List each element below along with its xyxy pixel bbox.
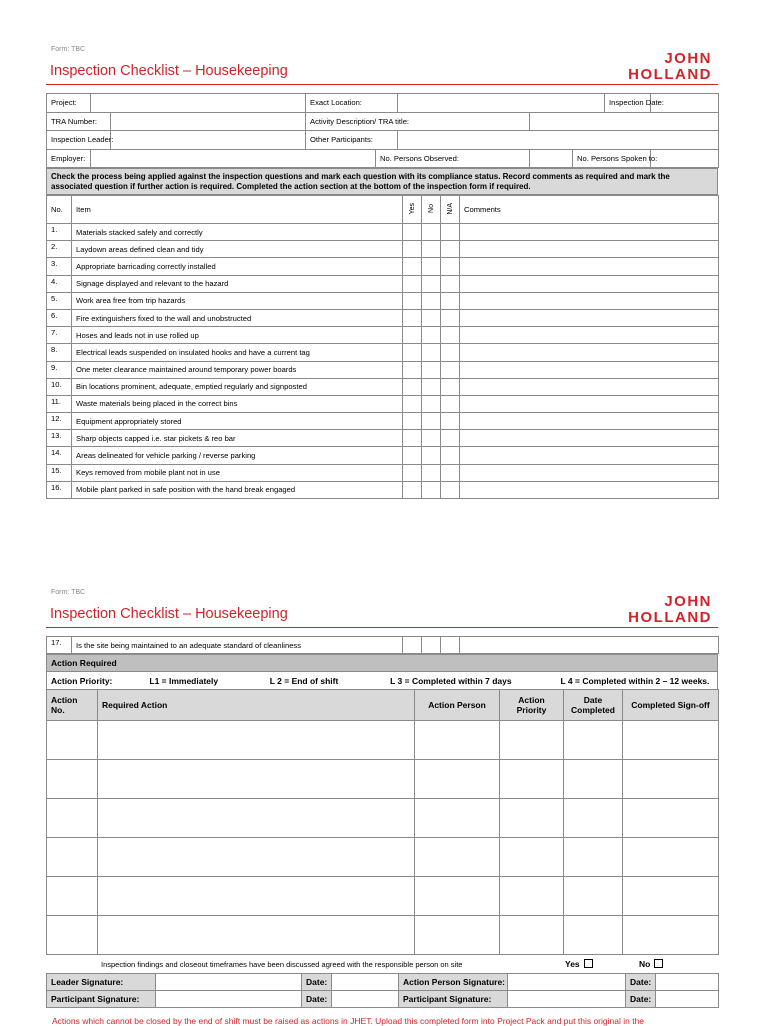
item-number: 5. <box>47 292 72 309</box>
discussed-statement: Inspection findings and closeout timeframes have been discussed agreed with the responsible person on site <box>101 960 463 969</box>
item-number: 10. <box>47 378 72 395</box>
signoff-cell[interactable] <box>623 760 719 799</box>
item-yes-cell[interactable] <box>403 395 422 412</box>
item-na-cell[interactable] <box>441 241 460 258</box>
item-17-no[interactable] <box>422 637 441 654</box>
item-comments-cell[interactable] <box>460 292 719 309</box>
leader-signature-field[interactable] <box>156 974 302 991</box>
item-17-text: Is the site being maintained to an adequate standard of cleanliness <box>72 637 403 654</box>
item-yes-cell[interactable] <box>403 464 422 481</box>
checklist-row <box>47 413 719 430</box>
action-row <box>47 760 719 799</box>
checklist-row <box>47 481 719 498</box>
item-text: Waste materials being placed in the correct bins <box>72 395 403 412</box>
item-text: Keys removed from mobile plant not in use <box>72 464 403 481</box>
no-checkbox[interactable] <box>654 959 663 968</box>
item-text: Areas delineated for vehicle parking / reverse parking <box>72 447 403 464</box>
inspection-leader-label: Inspection Leader: <box>47 131 111 150</box>
item-na-cell[interactable] <box>441 309 460 326</box>
action-person-date-field[interactable] <box>656 974 719 991</box>
required-action-cell[interactable] <box>98 721 415 760</box>
item-no-cell[interactable] <box>422 481 441 498</box>
persons-observed-field[interactable] <box>530 149 573 168</box>
item-yes-cell[interactable] <box>403 361 422 378</box>
action-no-cell[interactable] <box>47 721 98 760</box>
col-item: Item <box>72 196 403 224</box>
action-priority-cell[interactable] <box>500 838 564 877</box>
action-person-cell[interactable] <box>415 838 500 877</box>
item-comments-cell[interactable] <box>460 481 719 498</box>
item-na-cell[interactable] <box>441 327 460 344</box>
item-text: Materials stacked safely and correctly <box>72 224 403 241</box>
item-comments-cell[interactable] <box>460 413 719 430</box>
required-action-cell[interactable] <box>98 916 415 955</box>
item-text: Appropriate barricading correctly installed <box>72 258 403 275</box>
persons-spoken-label: No. Persons Spoken to: <box>573 149 651 168</box>
item-text: Bin locations prominent, adequate, emptied regularly and signposted <box>72 378 403 395</box>
discussed-no[interactable]: No <box>639 959 663 969</box>
item-no-cell[interactable] <box>422 275 441 292</box>
item-number: 7. <box>47 327 72 344</box>
checklist-row <box>47 275 719 292</box>
col-completed-signoff: Completed Sign-off <box>623 690 719 721</box>
item-text: Equipment appropriately stored <box>72 413 403 430</box>
item-number: 4. <box>47 275 72 292</box>
item-na-cell[interactable] <box>441 275 460 292</box>
col-no-answer: No <box>422 196 441 224</box>
item-number: 1. <box>47 224 72 241</box>
item-number: 12. <box>47 413 72 430</box>
action-priority-cell[interactable] <box>500 760 564 799</box>
action-no-cell[interactable] <box>47 838 98 877</box>
item-no-cell[interactable] <box>422 413 441 430</box>
item-text: Fire extinguishers fixed to the wall and unobstructed <box>72 309 403 326</box>
participant-date-label: Date: <box>302 991 332 1008</box>
item-no-cell[interactable] <box>422 430 441 447</box>
activity-description-label: Activity Description/ TRA title: <box>306 112 530 131</box>
item-text: Mobile plant parked in safe position with the hand break engaged <box>72 481 403 498</box>
action-no-cell[interactable] <box>47 916 98 955</box>
action-person-cell[interactable] <box>415 916 500 955</box>
item-number: 11. <box>47 395 72 412</box>
leader-date-field[interactable] <box>332 974 399 991</box>
item-no-cell[interactable] <box>422 344 441 361</box>
item-yes-cell[interactable] <box>403 275 422 292</box>
item-na-cell[interactable] <box>441 447 460 464</box>
item-na-cell[interactable] <box>441 413 460 430</box>
action-person-cell[interactable] <box>415 877 500 916</box>
signoff-cell[interactable] <box>623 721 719 760</box>
checklist-row <box>47 327 719 344</box>
col-action-no: Action No. <box>47 690 98 721</box>
checklist-row <box>47 224 719 241</box>
item-na-cell[interactable] <box>441 224 460 241</box>
form-code-2: Form: TBC <box>51 589 86 596</box>
date-completed-cell[interactable] <box>564 799 623 838</box>
item-17-comments[interactable] <box>460 637 719 654</box>
persons-spoken-field[interactable] <box>651 149 719 168</box>
item-no-cell[interactable] <box>422 292 441 309</box>
inspection-header-table <box>46 93 718 499</box>
item-yes-cell[interactable] <box>403 378 422 395</box>
date-completed-cell[interactable] <box>564 760 623 799</box>
item-comments-cell[interactable] <box>460 395 719 412</box>
col-na: N/A <box>441 196 460 224</box>
participant-signature-field[interactable] <box>156 991 302 1008</box>
other-participants-field[interactable] <box>398 131 719 150</box>
action-no-cell[interactable] <box>47 799 98 838</box>
participant-signature-label: Participant Signature: <box>47 991 156 1008</box>
action-priority-cell[interactable] <box>500 916 564 955</box>
signoff-cell[interactable] <box>623 799 719 838</box>
item-text: Signage displayed and relevant to the hazard <box>72 275 403 292</box>
checklist-table <box>46 195 719 499</box>
checklist-row <box>47 447 719 464</box>
tra-number-field[interactable] <box>111 112 306 131</box>
item-number: 8. <box>47 344 72 361</box>
action-row <box>47 838 719 877</box>
checklist-row <box>47 241 719 258</box>
item-text: Hoses and leads not in use rolled up <box>72 327 403 344</box>
item-na-cell[interactable] <box>441 361 460 378</box>
action-row <box>47 799 719 838</box>
item-yes-cell[interactable] <box>403 413 422 430</box>
item-na-cell[interactable] <box>441 292 460 309</box>
date-completed-cell[interactable] <box>564 916 623 955</box>
participant-signature-field-2[interactable] <box>508 991 626 1008</box>
title-rule-2 <box>46 627 718 628</box>
item-yes-cell[interactable] <box>403 447 422 464</box>
item-no-cell[interactable] <box>422 378 441 395</box>
checklist-row <box>47 378 719 395</box>
item-na-cell[interactable] <box>441 464 460 481</box>
activity-description-field[interactable] <box>530 112 719 131</box>
item-number: 2. <box>47 241 72 258</box>
item-comments-cell[interactable] <box>460 430 719 447</box>
leader-date-label: Date: <box>302 974 332 991</box>
project-field[interactable] <box>91 94 306 113</box>
checklist-row <box>47 258 719 275</box>
action-row <box>47 721 719 760</box>
required-action-cell[interactable] <box>98 760 415 799</box>
item-no-cell[interactable] <box>422 464 441 481</box>
john-holland-logo: JOHN HOLLAND <box>628 50 712 83</box>
item-number: 13. <box>47 430 72 447</box>
employer-label: Employer: <box>47 149 91 168</box>
checklist-row <box>47 395 719 412</box>
item-no-cell[interactable] <box>422 258 441 275</box>
item-no-cell[interactable] <box>422 361 441 378</box>
col-date-completed: Date Completed <box>564 690 623 721</box>
item-text: Electrical leads suspended on insulated hooks and have a current tag <box>72 344 403 361</box>
item-comments-cell[interactable] <box>460 224 719 241</box>
item-17-number: 17. <box>47 637 72 654</box>
action-no-cell[interactable] <box>47 760 98 799</box>
signoff-cell[interactable] <box>623 877 719 916</box>
item-na-cell[interactable] <box>441 258 460 275</box>
signoff-cell[interactable] <box>623 916 719 955</box>
title-rule <box>46 84 718 85</box>
item-yes-cell[interactable] <box>403 241 422 258</box>
checklist-row <box>47 292 719 309</box>
action-person-cell[interactable] <box>415 760 500 799</box>
inspection-date-label: Inspection Date: <box>605 94 651 113</box>
item-comments-cell[interactable] <box>460 464 719 481</box>
persons-observed-label: No. Persons Observed: <box>376 149 530 168</box>
item-na-cell[interactable] <box>441 378 460 395</box>
col-action-person: Action Person <box>415 690 500 721</box>
page-title-2: Inspection Checklist – Housekeeping <box>50 606 288 622</box>
action-priority-cell[interactable] <box>500 877 564 916</box>
item-text: Sharp objects capped i.e. star pickets & reo bar <box>72 430 403 447</box>
item-comments-cell[interactable] <box>460 309 719 326</box>
item-text: One meter clearance maintained around temporary power boards <box>72 361 403 378</box>
discussed-yes[interactable]: Yes <box>565 959 593 969</box>
action-person-cell[interactable] <box>415 721 500 760</box>
action-priority-legend: Action Priority: L1 = Immediately L 2 = End of shift L 3 = Completed within 7 days L 4 = Completed within 2 – 12 weeks. <box>47 672 718 689</box>
signoff-cell[interactable] <box>623 838 719 877</box>
item-na-cell[interactable] <box>441 481 460 498</box>
date-completed-cell[interactable] <box>564 721 623 760</box>
action-no-cell[interactable] <box>47 877 98 916</box>
item-yes-cell[interactable] <box>403 292 422 309</box>
instructions: Check the process being applied against the inspection questions and mark each question with its compliance status. Record comments as required and mark the associated question if further action is required. Completed the action section at the bottom of the inspection form if required. <box>47 169 718 195</box>
col-comments: Comments <box>460 196 719 224</box>
checklist-row <box>47 464 719 481</box>
item-comments-cell[interactable] <box>460 378 719 395</box>
other-participants-label: Other Participants: <box>306 131 398 150</box>
col-required-action: Required Action <box>98 690 415 721</box>
item-yes-cell[interactable] <box>403 481 422 498</box>
col-action-priority: Action Priority <box>500 690 564 721</box>
action-required-heading: Action Required <box>47 655 718 672</box>
checklist-row <box>47 361 719 378</box>
item-number: 6. <box>47 309 72 326</box>
item-no-cell[interactable] <box>422 224 441 241</box>
action-person-cell[interactable] <box>415 799 500 838</box>
checklist-row <box>47 344 719 361</box>
john-holland-logo-2: JOHN HOLLAND <box>628 593 712 626</box>
employer-field[interactable] <box>91 149 376 168</box>
item-no-cell[interactable] <box>422 447 441 464</box>
item-text: Work area free from trip hazards <box>72 292 403 309</box>
action-priority-cell[interactable] <box>500 721 564 760</box>
date-completed-cell[interactable] <box>564 838 623 877</box>
leader-signature-label: Leader Signature: <box>47 974 156 991</box>
item-yes-cell[interactable] <box>403 344 422 361</box>
project-label: Project: <box>47 94 91 113</box>
item-comments-cell[interactable] <box>460 361 719 378</box>
item-na-cell[interactable] <box>441 344 460 361</box>
item-comments-cell[interactable] <box>460 447 719 464</box>
exact-location-field[interactable] <box>398 94 605 113</box>
checklist-row <box>47 309 719 326</box>
item-number: 16. <box>47 481 72 498</box>
action-person-signature-field[interactable] <box>508 974 626 991</box>
item-comments-cell[interactable] <box>460 344 719 361</box>
item-comments-cell[interactable] <box>460 275 719 292</box>
required-action-cell[interactable] <box>98 799 415 838</box>
participant-signature-label-2: Participant Signature: <box>399 991 508 1008</box>
inspection-leader-field[interactable] <box>111 131 306 150</box>
item-number: 9. <box>47 361 72 378</box>
required-action-cell[interactable] <box>98 877 415 916</box>
action-table <box>46 689 719 955</box>
item-no-cell[interactable] <box>422 241 441 258</box>
form-code: Form: TBC <box>51 46 86 53</box>
yes-checkbox[interactable] <box>584 959 593 968</box>
action-row <box>47 916 719 955</box>
participant-date-label-2: Date: <box>626 991 656 1008</box>
action-person-date-label: Date: <box>626 974 656 991</box>
item-comments-cell[interactable] <box>460 241 719 258</box>
item-no-cell[interactable] <box>422 395 441 412</box>
required-action-cell[interactable] <box>98 838 415 877</box>
exact-location-label: Exact Location: <box>306 94 398 113</box>
date-completed-cell[interactable] <box>564 877 623 916</box>
participant-date-field-2[interactable] <box>656 991 719 1008</box>
participant-date-field[interactable] <box>332 991 399 1008</box>
item-comments-cell[interactable] <box>460 327 719 344</box>
item-yes-cell[interactable] <box>403 430 422 447</box>
item-17-na[interactable] <box>441 637 460 654</box>
action-section <box>46 636 718 955</box>
item-text: Laydown areas defined clean and tidy <box>72 241 403 258</box>
page-title: Inspection Checklist – Housekeeping <box>50 63 288 79</box>
footer-note: Actions which cannot be closed by the end of shift must be raised as actions in JHET. Upload this completed form into Project Pack and put this original in the <box>52 1016 645 1026</box>
item-number: 15. <box>47 464 72 481</box>
action-row <box>47 877 719 916</box>
item-yes-cell[interactable] <box>403 224 422 241</box>
col-no: No. <box>47 196 72 224</box>
item-no-cell[interactable] <box>422 309 441 326</box>
item-no-cell[interactable] <box>422 327 441 344</box>
item-yes-cell[interactable] <box>403 327 422 344</box>
action-person-signature-label: Action Person Signature: <box>399 974 508 991</box>
item-na-cell[interactable] <box>441 395 460 412</box>
item-number: 14. <box>47 447 72 464</box>
tra-number-label: TRA Number: <box>47 112 111 131</box>
item-na-cell[interactable] <box>441 430 460 447</box>
item-17-yes[interactable] <box>403 637 422 654</box>
col-yes: Yes <box>403 196 422 224</box>
item-comments-cell[interactable] <box>460 258 719 275</box>
item-number: 3. <box>47 258 72 275</box>
item-yes-cell[interactable] <box>403 309 422 326</box>
item-yes-cell[interactable] <box>403 258 422 275</box>
action-priority-cell[interactable] <box>500 799 564 838</box>
signature-table <box>46 973 718 1008</box>
checklist-row <box>47 430 719 447</box>
